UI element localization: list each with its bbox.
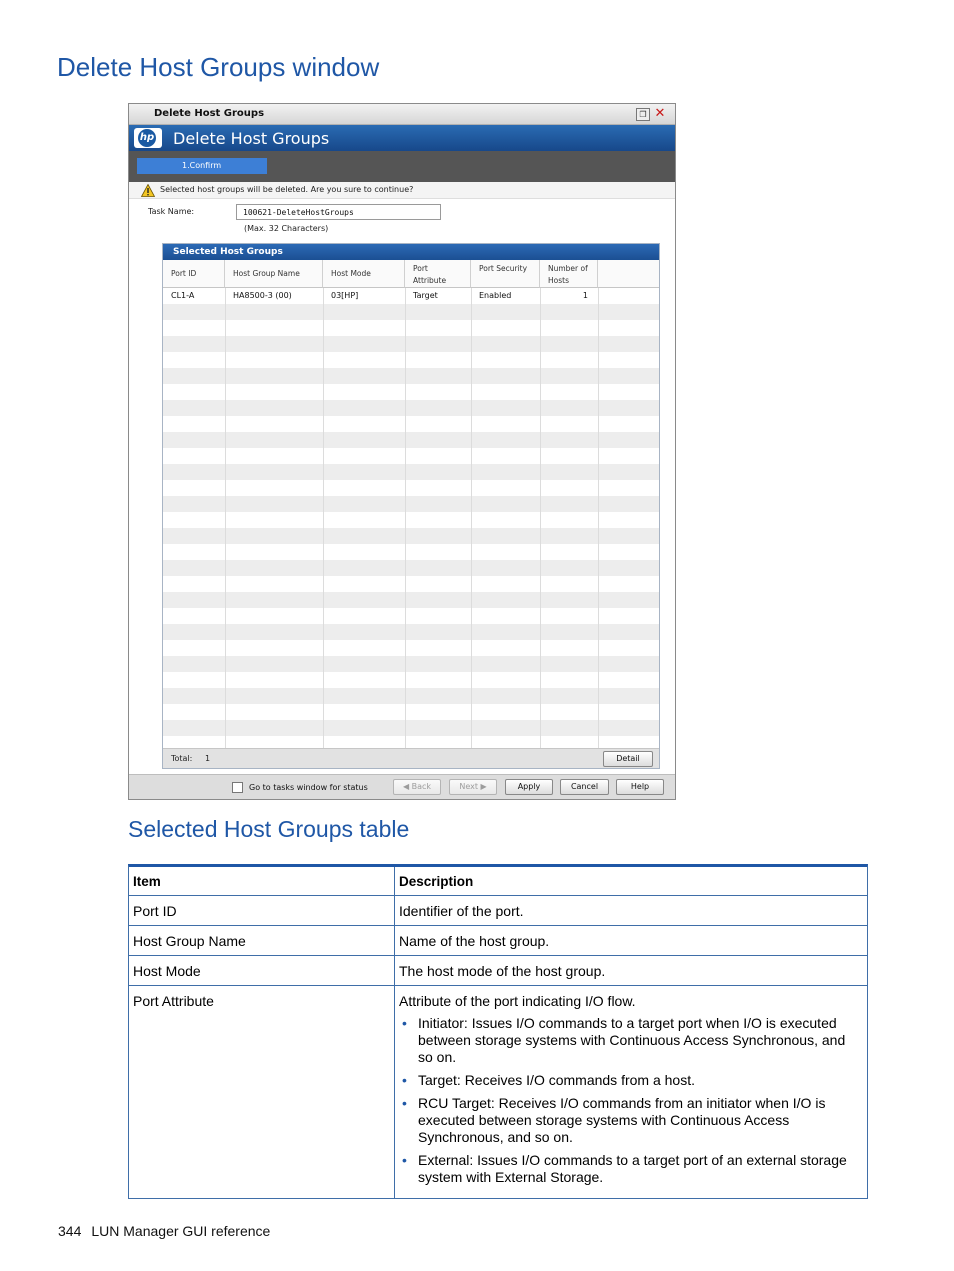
window-title: Delete Host Groups <box>154 108 265 119</box>
back-label: Back <box>411 782 432 791</box>
table-row <box>163 512 659 528</box>
list-item: • Initiator: Issues I/O commands to a target port when I/O is executed between storage systems with Continuous Access Synchronous, and so on. <box>399 1015 863 1066</box>
cell-host-group-name[interactable]: HA8500-3 (00) <box>233 291 292 300</box>
delete-host-groups-window <box>128 103 676 800</box>
detail-button[interactable]: Detail <box>603 751 653 767</box>
table-row <box>163 352 659 368</box>
table-row <box>163 464 659 480</box>
task-name-hint: (Max. 32 Characters) <box>244 224 329 233</box>
table-row <box>163 640 659 656</box>
chevron-left-icon: ◀ <box>402 782 410 791</box>
table-row <box>163 544 659 560</box>
item-host-mode: Host Mode <box>133 963 201 979</box>
table-row <box>163 688 659 704</box>
hp-banner <box>129 125 675 151</box>
desc-port-attribute-text: Attribute of the port indicating I/O flow. <box>399 993 636 1009</box>
panel-title: Selected Host Groups <box>163 244 659 260</box>
desc-port-id: Identifier of the port. <box>399 903 524 919</box>
warning-bar <box>129 182 675 199</box>
table-row <box>163 576 659 592</box>
banner-title: Delete Host Groups <box>173 129 330 148</box>
next-label: Next <box>459 782 478 791</box>
table-heading: Selected Host Groups table <box>128 816 410 842</box>
go-to-tasks-label: Go to tasks window for status <box>249 783 368 792</box>
panel-footer <box>163 748 659 768</box>
column-divider <box>471 288 472 748</box>
table-row <box>163 416 659 432</box>
table-row <box>163 736 659 748</box>
table-row <box>163 704 659 720</box>
cell-port-security[interactable]: Enabled <box>479 291 512 300</box>
column-divider <box>225 288 226 748</box>
cancel-button[interactable]: Cancel <box>560 779 609 795</box>
restore-window-icon[interactable]: ❐ <box>636 108 650 121</box>
back-button[interactable] <box>393 779 441 795</box>
table-row <box>163 384 659 400</box>
list-item: • RCU Target: Receives I/O commands from an initiator when I/O is executed between storage systems with Continuous Access Synchronous, and so on. <box>399 1095 863 1146</box>
table-row <box>163 672 659 688</box>
help-button[interactable]: Help <box>616 779 664 795</box>
table-row <box>163 528 659 544</box>
hp-logo-mark: hp <box>138 129 156 147</box>
item-port-attribute: Port Attribute <box>133 993 214 1009</box>
table-row <box>163 336 659 352</box>
column-header-number-of-hosts[interactable]: Number of Hosts <box>540 260 598 288</box>
task-name-input[interactable]: 100621-DeleteHostGroups <box>236 204 441 220</box>
window-titlebar[interactable] <box>129 104 675 125</box>
column-divider <box>598 288 599 748</box>
header-item: Item <box>133 874 161 889</box>
wizard-step-bar <box>129 151 675 182</box>
table-row <box>163 496 659 512</box>
total-value: 1 <box>205 754 211 763</box>
table-header-row <box>129 867 867 896</box>
table-row <box>163 304 659 320</box>
column-divider <box>405 288 406 748</box>
item-host-group-name: Host Group Name <box>133 933 246 949</box>
section-heading: Delete Host Groups window <box>57 52 380 82</box>
table-row <box>163 656 659 672</box>
task-name-label: Task Name: <box>148 207 195 216</box>
cell-port-attribute[interactable]: Target <box>413 291 438 300</box>
table-row <box>163 720 659 736</box>
desc-host-group-name: Name of the host group. <box>399 933 550 949</box>
table-row <box>163 608 659 624</box>
next-button[interactable] <box>449 779 497 795</box>
column-header-port-security[interactable]: Port Security <box>471 260 540 288</box>
column-header-host-group-name[interactable]: Host Group Name <box>225 260 323 288</box>
column-divider <box>323 288 324 748</box>
table-row <box>129 956 867 986</box>
cell-host-mode[interactable]: 03[HP] <box>331 291 359 300</box>
chevron-right-icon: ▶ <box>480 782 487 791</box>
go-to-tasks-checkbox[interactable] <box>232 782 243 793</box>
column-divider <box>540 288 541 748</box>
list-item: • External: Issues I/O commands to a target port of an external storage system with External Storage. <box>399 1152 863 1186</box>
selected-host-groups-panel <box>162 243 660 769</box>
table-row <box>163 432 659 448</box>
page-number: 344 <box>58 1223 82 1239</box>
table-row <box>163 448 659 464</box>
table-row <box>163 624 659 640</box>
desc-port-attribute <box>399 993 863 1192</box>
table-row <box>163 560 659 576</box>
port-attribute-list <box>399 1015 863 1186</box>
apply-button[interactable]: Apply <box>505 779 553 795</box>
table-row <box>163 592 659 608</box>
table-row <box>163 368 659 384</box>
window-footer <box>129 774 675 799</box>
hp-logo-icon <box>134 128 162 148</box>
column-header-port-attribute[interactable]: Port Attribute <box>405 260 471 288</box>
column-header-host-mode[interactable]: Host Mode <box>323 260 405 288</box>
cell-number-of-hosts[interactable]: 1 <box>582 291 588 300</box>
host-groups-table <box>163 260 659 748</box>
cell-port-id[interactable]: CL1-A <box>171 291 195 300</box>
warning-text: Selected host groups will be deleted. Are you sure to continue? <box>160 185 414 194</box>
table-row <box>163 400 659 416</box>
item-port-id: Port ID <box>133 903 177 919</box>
header-description: Description <box>399 874 474 889</box>
list-item: • Target: Receives I/O commands from a host. <box>399 1072 863 1089</box>
close-icon[interactable]: ✕ <box>654 106 666 121</box>
column-header-port-id[interactable]: Port ID <box>163 260 225 288</box>
total-label: Total: <box>171 754 193 763</box>
table-row <box>163 480 659 496</box>
table-row <box>163 320 659 336</box>
description-table <box>128 864 868 1199</box>
footer-section: LUN Manager GUI reference <box>91 1223 271 1239</box>
step-confirm[interactable]: 1.Confirm <box>137 158 267 174</box>
page-footer <box>58 1223 270 1239</box>
table-row <box>129 926 867 956</box>
column-header-empty <box>598 260 659 288</box>
table-row <box>129 896 867 926</box>
desc-host-mode: The host mode of the host group. <box>399 963 606 979</box>
table-row <box>129 986 867 1199</box>
warning-icon <box>141 184 155 197</box>
